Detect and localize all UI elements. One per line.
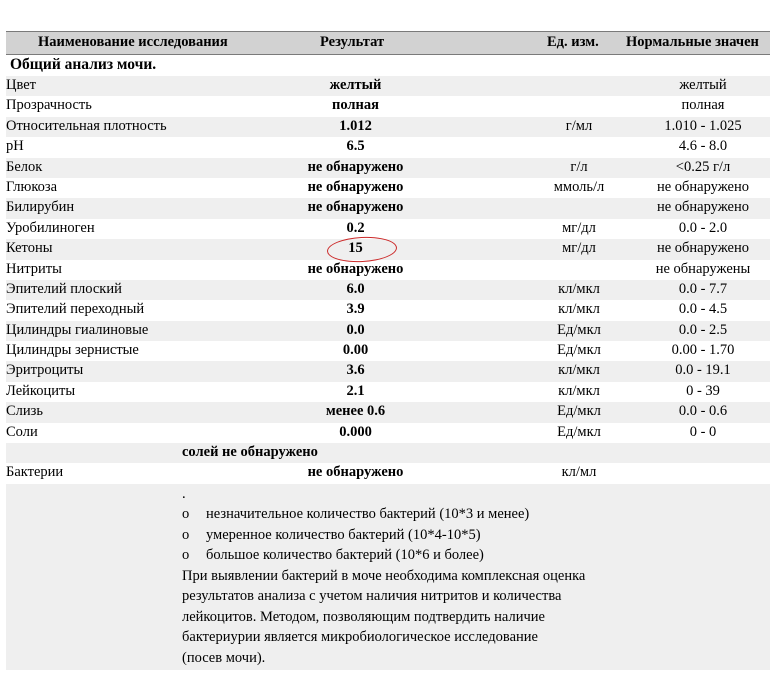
row-result: не обнаружено [307,464,404,481]
row-norm: не обнаружено [656,240,750,257]
note-item-text: незначительное количество бактерий (10*3 и менее) [206,506,530,522]
row-norm: 1.010 - 1.025 [664,117,742,134]
results-table [6,76,770,484]
row-name: pH [6,138,24,155]
header-unit: Ед. изм. [547,34,599,50]
row-unit: Ед/мкл [557,321,601,338]
row-unit: Ед/мкл [557,342,601,359]
row-unit: кл/мкл [558,301,600,318]
row-result: 1.012 [339,117,372,134]
note-line: бактериурии является микробиологическое исследование [182,629,538,646]
table-row [6,117,770,137]
row-result: 0.2 [346,219,365,236]
note-item-text: умеренное количество бактерий (10*4-10*5) [206,527,481,543]
row-result: желтый [329,77,382,93]
note-dot: . [182,486,186,502]
row-norm: 0.0 - 7.7 [678,280,728,297]
row-unit: кл/мкл [558,280,600,297]
row-name: Цилиндры зернистые [6,342,139,359]
row-result: 6.5 [346,138,365,155]
row-name: Эритроциты [6,362,84,379]
table-header [6,31,770,55]
note-paragraph [182,566,652,668]
table-row [6,219,770,239]
row-norm: не обнаружено [656,178,750,195]
row-result: 3.6 [346,362,365,379]
row-name: Нитриты [6,260,62,277]
row-norm: не обнаружены [655,260,751,277]
row-name: Соли [6,423,38,440]
table-row [6,158,770,178]
row-norm: полная [681,97,725,114]
row-name: Цилиндры гиалиновые [6,321,149,338]
row-unit: кл/мл [561,464,597,481]
header-norm: Нормальные значен [626,34,759,50]
row-result: не обнаружено [307,158,404,175]
row-result: не обнаружено [307,178,404,195]
row-name: Относительная плотность [6,117,167,134]
row-result: полная [332,97,379,114]
row-norm: не обнаружено [656,199,750,216]
table-row [6,178,770,198]
row-norm: 0.0 - 0.6 [678,403,728,420]
row-result: не обнаружено [307,199,404,216]
table-row [6,402,770,422]
bullet-mark: o [182,527,190,543]
row-unit: Ед/мкл [557,403,601,420]
row-norm: 0.0 - 4.5 [678,301,728,318]
table-row [6,321,770,341]
row-norm: 0.0 - 2.0 [678,219,728,236]
note-item-text: большое количество бактерий (10*6 и более) [206,547,484,563]
row-result: 0.0 [346,321,365,338]
row-name: Билирубин [6,199,75,216]
table-row [6,361,770,381]
row-norm: 0 - 39 [686,382,720,399]
row-unit: ммоль/л [553,178,605,195]
row-name: Лейкоциты [6,382,76,399]
note-list-item [182,545,484,565]
table-row [6,423,770,443]
row-name: Кетоны [6,240,53,257]
row-name: Прозрачность [6,97,92,114]
row-unit: кл/мкл [558,362,600,379]
table-row [6,280,770,300]
row-result: 6.0 [346,280,365,297]
row-norm: 0 - 0 [689,423,717,440]
row-norm: <0.25 г/л [675,158,731,175]
bacteria-note [6,484,770,670]
row-name: Бактерии [6,464,64,481]
table-row [6,76,770,96]
row-name: Белок [6,158,43,175]
row-norm: 0.0 - 2.5 [678,321,728,338]
row-norm: желтый [679,77,727,93]
header-name: Наименование исследования [38,34,228,50]
table-row [6,382,770,402]
row-result: 0.000 [339,423,372,440]
row-norm: 0.00 - 1.70 [671,342,735,359]
row-unit: г/л [570,158,588,175]
row-unit: Ед/мкл [557,423,601,440]
row-name: Уробилиноген [6,219,95,236]
row-unit: мг/дл [562,219,596,236]
row-unit: мг/дл [562,240,596,257]
row-name: Эпителий переходный [6,301,145,318]
note-line: лейкоцитов. Методом, позволяющим подтвердить наличие [182,608,545,625]
table-row [6,198,770,218]
header-result: Результат [320,34,385,50]
row-name: Глюкоза [6,178,58,195]
note-list-item [182,504,529,524]
row-result: менее 0.6 [325,403,386,420]
note-list-item [182,525,481,545]
table-row [6,96,770,116]
row-result: 0.00 [342,342,369,359]
table-row [6,300,770,320]
row-norm: 0.0 - 19.1 [675,362,731,379]
row-name: Эпителий плоский [6,280,122,297]
note-line: (посев мочи). [182,649,266,666]
row-name: Слизь [6,403,44,420]
bullet-mark: o [182,547,190,563]
table-row [6,463,770,483]
note-line: При выявлении бактерий в моче необходима комплексная оценка [182,568,586,584]
table-row [6,341,770,361]
row-norm: 4.6 - 8.0 [678,138,728,155]
row-result: 15 [348,240,363,257]
table-row [6,137,770,157]
row-result: 3.9 [346,301,365,318]
section-title: Общий анализ мочи. [10,56,157,73]
row-result: 2.1 [346,382,365,399]
row-result: не обнаружено [307,260,404,277]
row-unit: кл/мкл [558,382,600,399]
salts-note-row [6,443,770,463]
row-unit: г/мл [565,117,593,134]
bullet-mark: o [182,506,190,522]
salts-note: солей не обнаружено [182,444,318,461]
table-row [6,260,770,280]
row-name: Цвет [6,77,37,93]
note-line: результатов анализа с учетом наличия нитритов и количества [182,588,562,605]
